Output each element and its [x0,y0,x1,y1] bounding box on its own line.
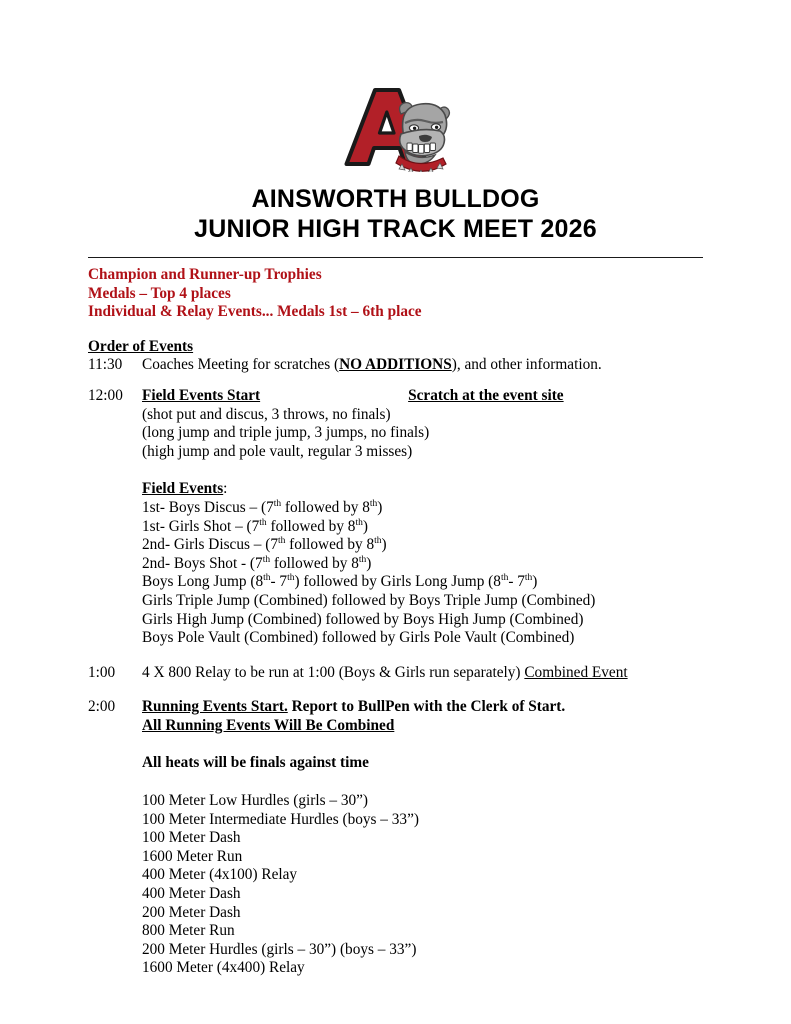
lj-p2: - 7 [270,573,288,591]
fe4-mid: followed by 8 [270,554,359,572]
fe4-prefix: 2nd- Boys Shot - (7 [142,554,263,572]
field-events-start-label: Field Events Start [142,386,261,404]
schedule-entry-100 [88,664,713,683]
title-line-1: AINSWORTH BULLDOG [251,185,540,213]
running-events-start-line [142,698,713,717]
fe2-sup1: th [259,517,267,528]
lj-p4: - 7 [508,573,525,591]
running-event-item: 100 Meter Intermediate Hurdles (boys – 33”) [142,810,419,828]
field-events-subheading: Field Events [142,480,224,498]
report-to-bullpen-label: Report to BullPen with the Clerk of Start. [287,698,566,716]
awards-line-3: Individual & Relay Events... Medals 1st – 6th place [88,303,422,321]
schedule-entry-200 [88,698,713,735]
logo-container [0,0,791,172]
fe4-sup1: th [262,554,271,565]
entry-100-text [142,664,713,683]
fe3-suffix: ) [381,536,387,554]
lj-p5: ) [532,573,538,591]
running-event-item: 800 Meter Run [142,922,235,940]
scratch-at-event-site-label: Scratch at the event site [408,386,564,404]
relay-800-text: 4 X 800 Relay to be run at 1:00 (Boys & Girls run separately) [142,663,525,681]
field-event-item [142,499,713,518]
fe4-sup2: th [358,554,367,565]
no-additions-emphasis: NO ADDITIONS [339,356,452,374]
entry-1130-text-before: Coaches Meeting for scratches ( [142,356,340,374]
running-event-item: 100 Meter Dash [142,829,241,847]
schedule-entry-1130 [88,356,713,375]
fe2-mid: followed by 8 [266,517,356,535]
fe2-suffix: ) [362,517,368,535]
field-events-notes [88,406,713,462]
long-jump-line [142,573,713,592]
document-body [0,266,791,978]
page-title [0,184,791,244]
awards-block [88,266,713,322]
title-line-2: JUNIOR HIGH TRACK MEET 2026 [194,215,597,243]
field-event-item [142,518,713,537]
running-event-item: 200 Meter Hurdles (girls – 30”) (boys – 33”) [142,940,417,958]
field-event-item [142,555,713,574]
header-divider [88,257,703,258]
running-event-item: 400 Meter (4x100) Relay [142,866,298,884]
fe2-sup2: th [355,517,363,528]
lj-s1: th [263,573,271,584]
field-events-subheading-colon: : [223,480,228,498]
lj-s3: th [500,573,509,584]
fe3-sup1: th [277,536,286,547]
combined-event-line: Boys Pole Vault (Combined) followed by Girls Pole Vault (Combined) [142,629,575,647]
heats-note [142,754,713,773]
lj-p3: ) followed by Girls Long Jump (8 [294,573,501,591]
fe4-suffix: ) [366,554,372,572]
entry-1200-headings [142,387,713,406]
entry-1130-text [142,356,713,375]
entry-1130-text-after: ), and other information. [451,356,602,374]
lj-p1: Boys Long Jump (8 [142,573,264,591]
field-note-3: (high jump and pole vault, regular 3 misses) [142,442,413,460]
running-event-item: 1600 Meter (4x400) Relay [142,959,305,977]
field-event-item [142,536,713,555]
running-events-block [88,754,713,978]
bulldog-head-icon [396,103,449,172]
field-events-list-block [88,480,713,647]
fe1-sup2: th [369,498,378,509]
running-event-item: 100 Meter Low Hurdles (girls – 30”) [142,792,369,810]
fe1-suffix: ) [377,498,383,516]
time-label-1130: 11:30 [88,356,123,374]
field-note-2: (long jump and triple jump, 3 jumps, no finals) [142,424,430,442]
fe1-sup1: th [273,498,282,509]
entry-200-headings [142,698,713,735]
combined-event-label: Combined Event [524,663,628,681]
time-label-100: 1:00 [88,663,116,681]
ainsworth-bulldog-logo [341,86,451,172]
lj-s4: th [524,573,533,584]
fe3-mid: followed by 8 [285,536,375,554]
fe1-prefix: 1st- Boys Discus – (7 [142,498,274,516]
order-of-events-heading-wrap [88,338,713,357]
field-note-1: (shot put and discus, 3 throws, no finals) [142,405,391,423]
fe3-prefix: 2nd- Girls Discus – (7 [142,536,278,554]
schedule-entry-1200-heading [88,387,713,406]
time-label-1200: 12:00 [88,386,123,404]
combined-event-line: Girls Triple Jump (Combined) followed by Boys Triple Jump (Combined) [142,591,596,609]
running-event-item: 200 Meter Dash [142,903,241,921]
order-of-events-heading: Order of Events [88,337,194,355]
running-event-item: 1600 Meter Run [142,847,243,865]
field-events-subheading-line [142,480,713,499]
fe1-mid: followed by 8 [281,498,370,516]
all-running-combined-label: All Running Events Will Be Combined [142,716,395,734]
lj-s2: th [287,573,295,584]
all-running-combined-line [142,717,713,736]
awards-line-2: Medals – Top 4 places [88,284,231,302]
running-event-item: 400 Meter Dash [142,885,241,903]
heats-note-label: All heats will be finals against time [142,754,369,772]
fe3-sup2: th [374,536,382,547]
awards-line-1: Champion and Runner-up Trophies [88,266,322,283]
running-events-start-label: Running Events Start. [142,698,288,716]
fe2-prefix: 1st- Girls Shot – (7 [142,517,260,535]
combined-event-line: Girls High Jump (Combined) followed by Boys High Jump (Combined) [142,610,584,628]
time-label-200: 2:00 [88,698,116,716]
